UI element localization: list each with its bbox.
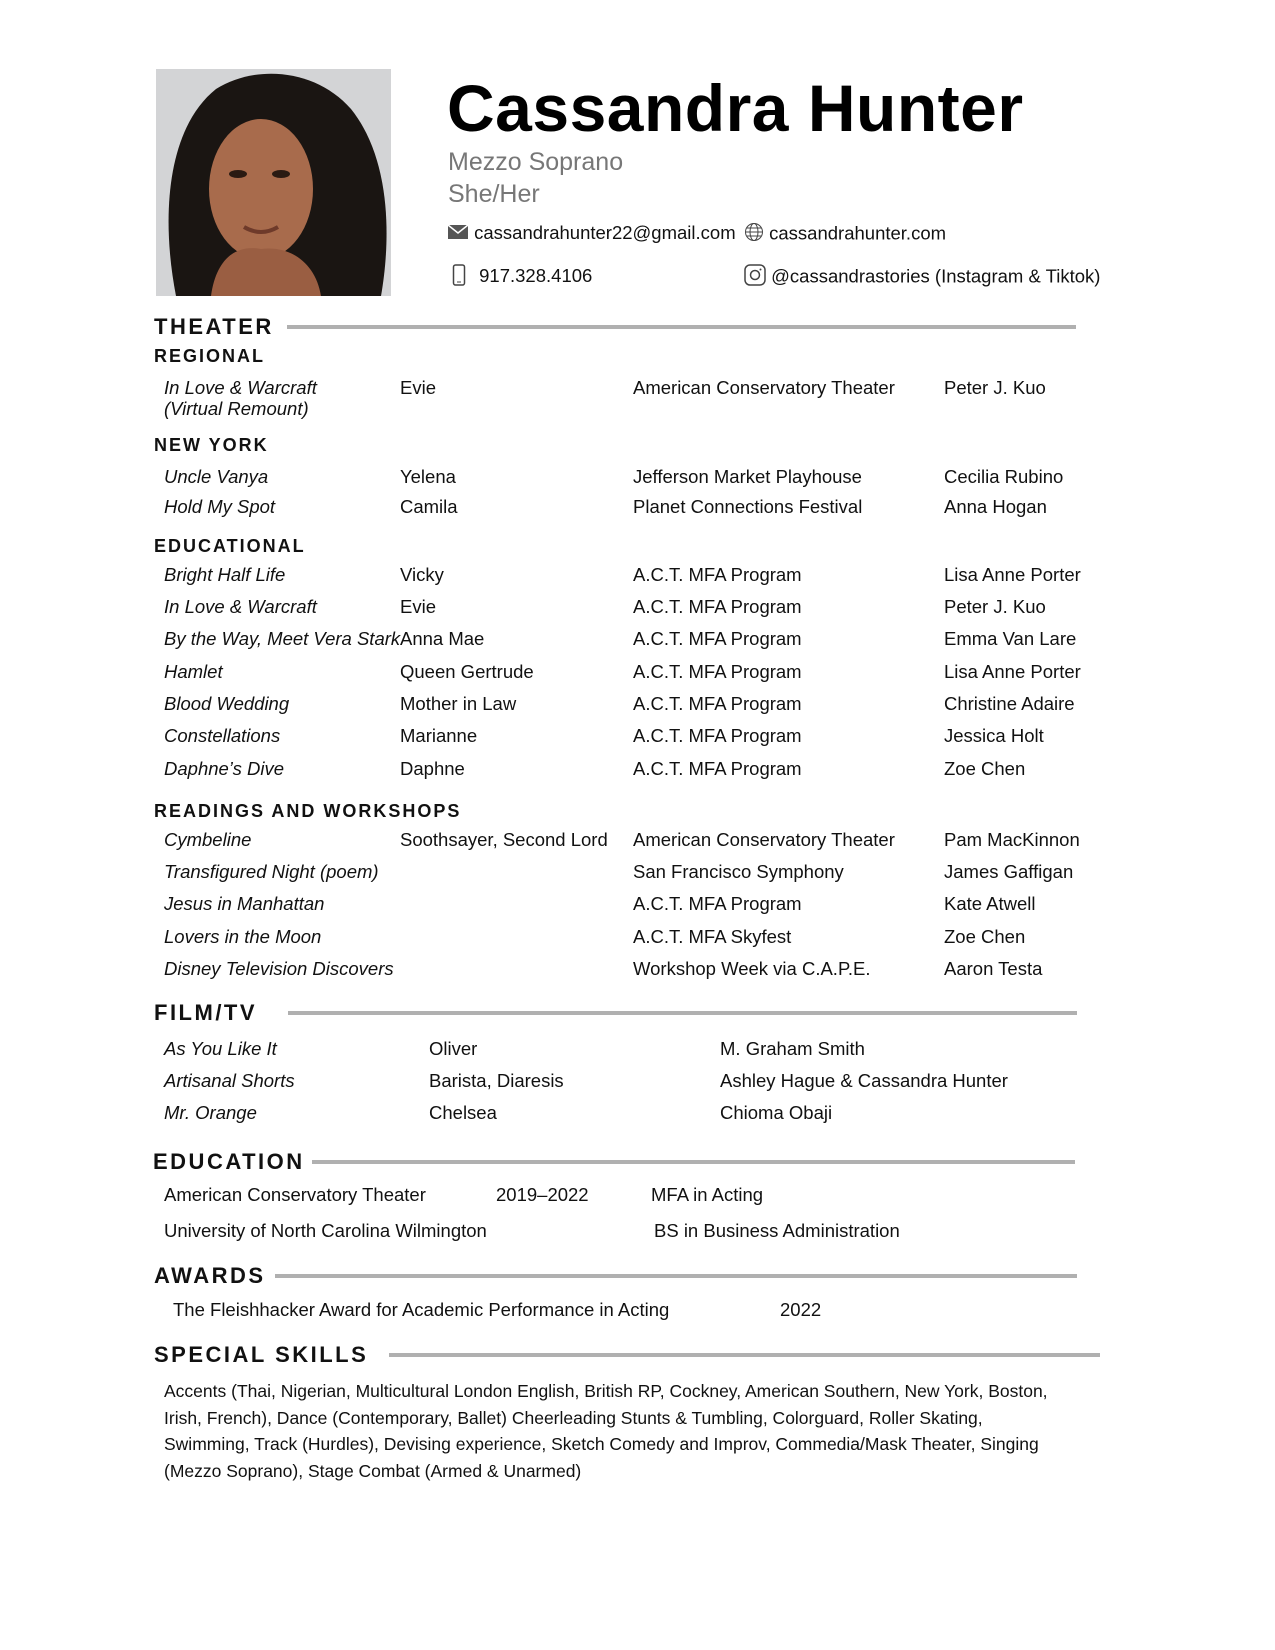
section-divider — [389, 1353, 1100, 1357]
phone-icon — [452, 264, 466, 291]
production-title: Daphne’s Dive — [164, 758, 284, 779]
company: Jefferson Market Playhouse — [633, 466, 862, 487]
production-title: Blood Wedding — [164, 693, 290, 714]
production-title: In Love & Warcraft — [164, 596, 317, 617]
pronouns: She/Her — [448, 180, 540, 208]
company: A.C.T. MFA Program — [633, 564, 802, 585]
production-title: Constellations — [164, 725, 281, 746]
company: A.C.T. MFA Skyfest — [633, 926, 792, 947]
company: American Conservatory Theater — [633, 377, 895, 398]
role: Anna Mae — [400, 628, 485, 649]
production-title: Hamlet — [164, 661, 223, 682]
award-year: 2022 — [780, 1299, 822, 1320]
director: Anna Hogan — [944, 496, 1047, 517]
role: Evie — [400, 377, 436, 398]
years: 2019–2022 — [496, 1184, 589, 1205]
production-title: As You Like It — [164, 1038, 277, 1059]
role: Barista, Diaresis — [429, 1070, 564, 1091]
company: A.C.T. MFA Program — [633, 596, 802, 617]
role: Oliver — [429, 1038, 478, 1059]
degree: BS in Business Administration — [654, 1220, 900, 1241]
director: Peter J. Kuo — [944, 596, 1046, 617]
role: Soothsayer, Second Lord — [400, 829, 608, 850]
company: American Conservatory Theater — [633, 829, 895, 850]
company: A.C.T. MFA Program — [633, 628, 802, 649]
social-contact[interactable] — [744, 264, 1100, 291]
company: Workshop Week via C.A.P.E. — [633, 958, 871, 979]
section-divider — [287, 325, 1076, 329]
director: James Gaffigan — [944, 861, 1074, 882]
production-title: Artisanal Shorts — [164, 1070, 295, 1091]
director: Christine Adaire — [944, 693, 1075, 714]
section-title-awards: AWARDS — [154, 1263, 266, 1288]
website-text[interactable]: cassandrahunter.com — [769, 222, 947, 244]
section-divider — [288, 1011, 1077, 1015]
social-text[interactable]: @cassandrastories (Instagram & Tiktok) — [771, 265, 1101, 287]
director: Lisa Anne Porter — [944, 661, 1081, 682]
company: Planet Connections Festival — [633, 496, 863, 517]
production-title: Hold My Spot — [164, 496, 276, 517]
director: Ashley Hague & Cassandra Hunter — [720, 1070, 1008, 1091]
company: A.C.T. MFA Program — [633, 758, 802, 779]
role: Vicky — [400, 564, 444, 585]
director: Lisa Anne Porter — [944, 564, 1081, 585]
voice-type: Mezzo Soprano — [448, 148, 624, 176]
production-title: Disney Television Discovers — [164, 958, 394, 979]
special-skills-text: Accents (Thai, Nigerian, Multicultural London English, British RP, Cockney, American Southern, New York, Boston, Irish, French), Dance (Contemporary, Ballet) Cheerleading Stunts & Tumbling, Colorguard, Roller Skating, Swimming, Track (Hurdles), Devising experience, Sketch Comedy and Improv, Commedia/Mask Theater, Singing (Mezzo Soprano), Stage Combat (Armed & Unarmed) — [164, 1381, 1048, 1481]
role: Camila — [400, 496, 458, 517]
globe-icon — [744, 222, 764, 247]
email-contact[interactable] — [447, 222, 736, 245]
role: Chelsea — [429, 1102, 497, 1123]
director: Kate Atwell — [944, 893, 1036, 914]
section-divider — [312, 1160, 1075, 1164]
director: Peter J. Kuo — [944, 377, 1046, 398]
director: Pam MacKinnon — [944, 829, 1080, 850]
director: Cecilia Rubino — [944, 466, 1064, 487]
company: A.C.T. MFA Program — [633, 661, 802, 682]
section-title-film-tv: FILM/TV — [154, 1000, 258, 1025]
headshot-photo — [156, 69, 391, 296]
role: Mother in Law — [400, 693, 517, 714]
production-title: Bright Half Life — [164, 564, 286, 585]
website-contact[interactable] — [744, 222, 946, 247]
production-title: Transfigured Night (poem) — [164, 861, 379, 882]
production-title: Uncle Vanya — [164, 466, 269, 487]
role: Yelena — [400, 466, 456, 487]
director: Aaron Testa — [944, 958, 1043, 979]
director: Zoe Chen — [944, 926, 1026, 947]
subsection-title: REGIONAL — [154, 346, 266, 366]
company: San Francisco Symphony — [633, 861, 844, 882]
production-title: Lovers in the Moon — [164, 926, 322, 947]
phone-text[interactable]: 917.328.4106 — [479, 265, 593, 287]
production-title: By the Way, Meet Vera Stark — [164, 628, 401, 649]
subsection-title: NEW YORK — [154, 435, 269, 455]
production-title: In Love & Warcraft (Virtual Remount) — [164, 377, 317, 419]
candidate-name: Cassandra Hunter — [447, 71, 1024, 145]
director: Jessica Holt — [944, 725, 1044, 746]
production-title: Cymbeline — [164, 829, 252, 850]
director: Chioma Obaji — [720, 1102, 833, 1123]
production-title: Mr. Orange — [164, 1102, 257, 1123]
degree: MFA in Acting — [651, 1184, 764, 1205]
email-text[interactable]: cassandrahunter22@gmail.com — [474, 222, 736, 243]
instagram-icon — [744, 264, 766, 291]
role: Marianne — [400, 725, 478, 746]
role: Evie — [400, 596, 436, 617]
subsection-title: READINGS AND WORKSHOPS — [154, 801, 462, 821]
section-title-education: EDUCATION — [153, 1149, 305, 1174]
section-title-theater: THEATER — [154, 314, 274, 339]
role: Daphne — [400, 758, 465, 779]
award-name: The Fleishhacker Award for Academic Performance in Acting — [173, 1299, 670, 1320]
company: A.C.T. MFA Program — [633, 893, 802, 914]
company: A.C.T. MFA Program — [633, 725, 802, 746]
section-title-special-skills: SPECIAL SKILLS — [154, 1342, 369, 1367]
school: University of North Carolina Wilmington — [164, 1220, 487, 1241]
director: M. Graham Smith — [720, 1038, 865, 1059]
phone-contact[interactable] — [452, 264, 592, 291]
section-divider — [275, 1274, 1077, 1278]
director: Emma Van Lare — [944, 628, 1077, 649]
envelope-icon — [447, 223, 469, 245]
subsection-title: EDUCATIONAL — [154, 536, 306, 556]
school: American Conservatory Theater — [164, 1184, 426, 1205]
role: Queen Gertrude — [400, 661, 534, 682]
company: A.C.T. MFA Program — [633, 693, 802, 714]
director: Zoe Chen — [944, 758, 1026, 779]
production-title: Jesus in Manhattan — [164, 893, 325, 914]
